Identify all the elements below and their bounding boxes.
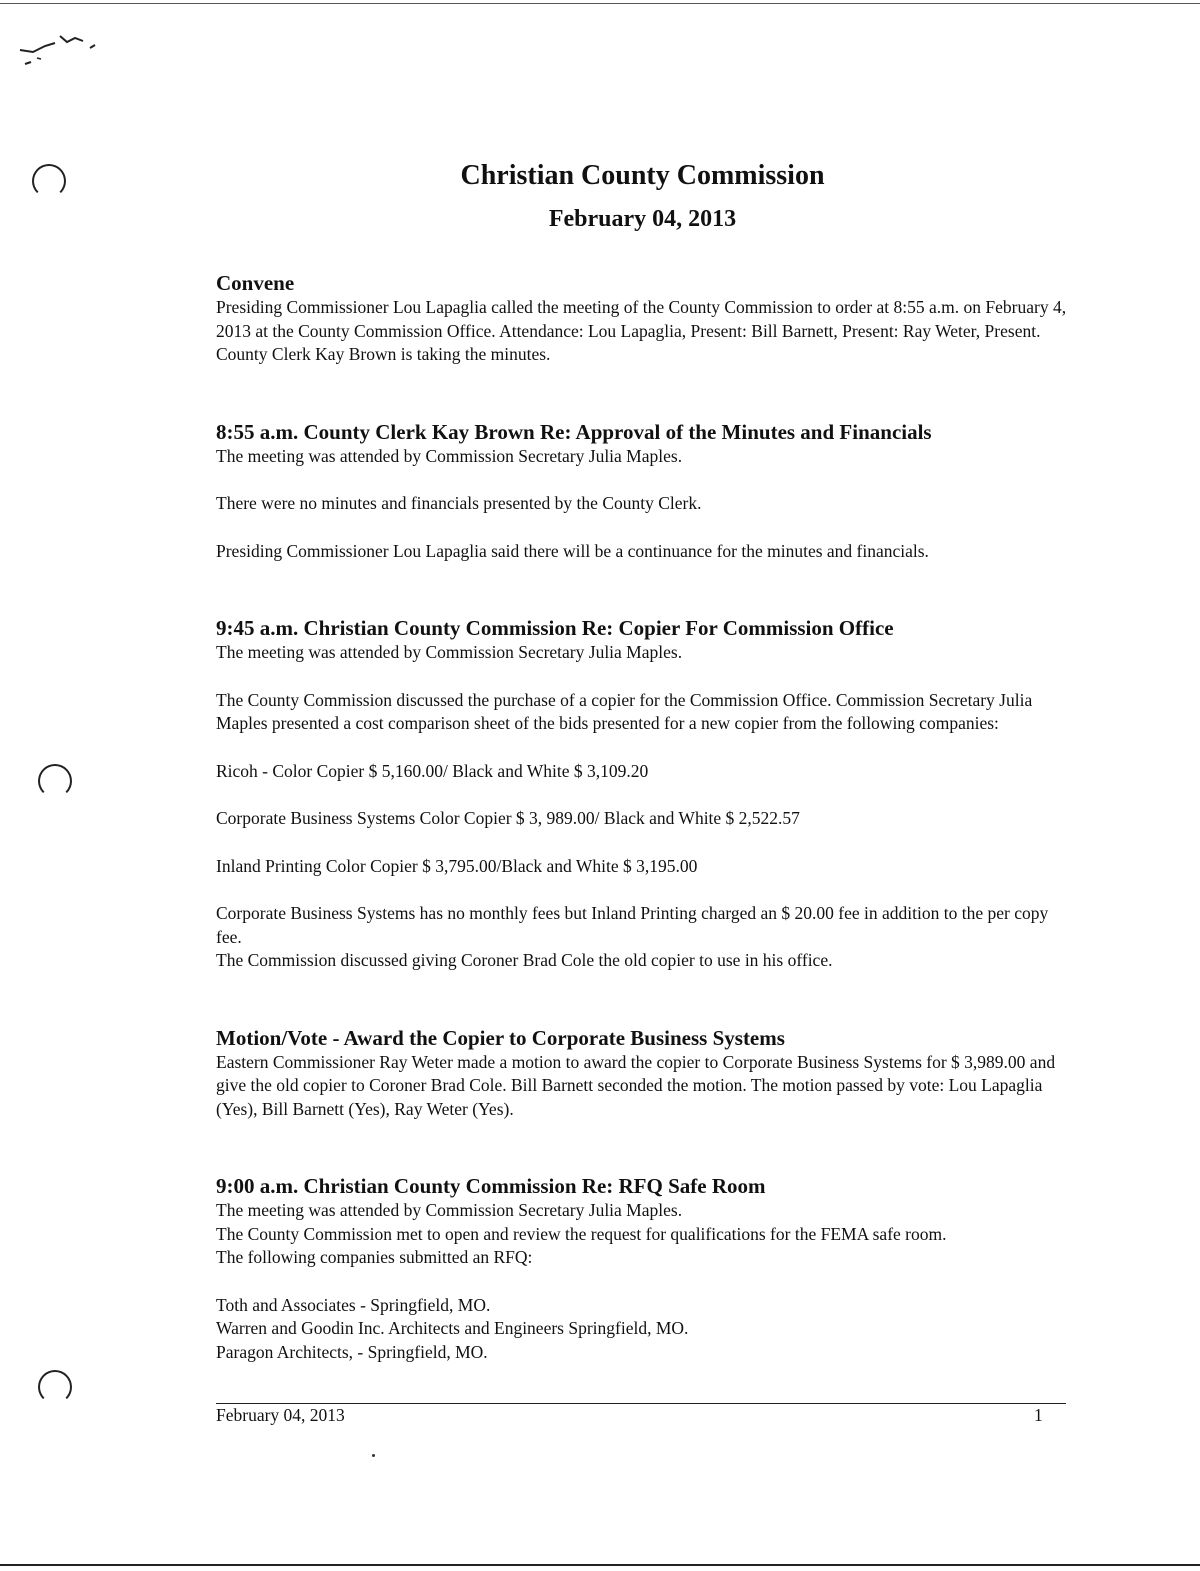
section-copier bbox=[216, 615, 1076, 973]
bid-item: Corporate Business Systems Color Copier $ 3, 989.00/ Black and White $ 2,522.57 bbox=[216, 808, 800, 828]
bid-item: Ricoh - Color Copier $ 5,160.00/ Black and White $ 3,109.20 bbox=[216, 760, 649, 781]
company-item: Paragon Architects, - Springfield, MO. bbox=[216, 1341, 488, 1362]
section-heading: Motion/Vote - Award the Copier to Corporate Business Systems bbox=[216, 1025, 785, 1050]
paragraph: The meeting was attended by Commission Secretary Julia Maples. bbox=[216, 445, 683, 466]
paragraph: The meeting was attended by Commission Secretary Julia Maples. bbox=[216, 1200, 683, 1220]
paragraph: The County Commission discussed the purchase of a copier for the Commission Office. Commission Secretary Julia Maples presented a cost comparison sheet of the bids presented for a new copier from the following companies: bbox=[216, 689, 1033, 733]
paragraph: Corporate Business Systems has no monthly fees but Inland Printing charged an $ 20.00 fee in addition to the per copy fee. bbox=[216, 903, 1049, 947]
footer-date: February 04, 2013 bbox=[216, 1405, 345, 1425]
section-rfq bbox=[216, 1173, 1076, 1364]
document-title: Christian County Commission bbox=[460, 160, 825, 191]
company-item: Toth and Associates - Springfield, MO. bbox=[216, 1294, 491, 1315]
paragraph: The meeting was attended by Commission Secretary Julia Maples. bbox=[216, 642, 683, 662]
paragraph: Presiding Commissioner Lou Lapaglia called the meeting of the County Commission to order at 8:55 a.m. on February 4, 2013 at the County Commission Office. Attendance: Lou Lapaglia, Present: Bill Barnett, Present: Ray Weter, Present. County Clerk Kay Brown is taking the minutes. bbox=[216, 297, 1067, 364]
section-heading: 9:00 a.m. Christian County Commission Re: RFQ Safe Room bbox=[216, 1174, 766, 1198]
section-motion bbox=[216, 1025, 1076, 1122]
scan-marks bbox=[15, 28, 110, 78]
paragraph: There were no minutes and financials presented by the County Clerk. bbox=[216, 493, 702, 513]
section-heading: 9:45 a.m. Christian County Commission Re: Copier For Commission Office bbox=[216, 616, 894, 640]
section-heading: Convene bbox=[216, 271, 295, 295]
section-minutes bbox=[216, 419, 1076, 564]
paragraph: The Commission discussed giving Coroner Brad Cole the old copier to use in his office. bbox=[216, 950, 833, 970]
document-body bbox=[216, 270, 1076, 1364]
section-heading: 8:55 a.m. County Clerk Kay Brown Re: Approval of the Minutes and Financials bbox=[216, 419, 932, 444]
paragraph: Eastern Commissioner Ray Weter made a motion to award the copier to Corporate Business Systems for $ 3,989.00 and give the old copier to Coroner Brad Cole. Bill Barnett seconded the motion. The motion passed by vote: Lou Lapaglia (Yes), Bill Barnett (Yes), Ray Weter (Yes). bbox=[216, 1051, 1056, 1119]
bid-item: Inland Printing Color Copier $ 3,795.00/Black and White $ 3,195.00 bbox=[216, 855, 698, 876]
punch-hole bbox=[38, 1370, 72, 1404]
section-convene bbox=[216, 270, 1076, 367]
scan-speck bbox=[372, 1454, 375, 1457]
paragraph: The following companies submitted an RFQ: bbox=[216, 1247, 533, 1267]
footer-rule bbox=[216, 1403, 1066, 1404]
scan-edge-top bbox=[0, 3, 1200, 4]
paragraph: Presiding Commissioner Lou Lapaglia said there will be a continuance for the minutes and financials. bbox=[216, 540, 929, 561]
company-item: Warren and Goodin Inc. Architects and Engineers Springfield, MO. bbox=[216, 1318, 689, 1338]
scan-edge-bottom bbox=[0, 1564, 1200, 1566]
punch-hole bbox=[38, 764, 72, 798]
document-date: February 04, 2013 bbox=[548, 206, 737, 232]
paragraph: The County Commission met to open and review the request for qualifications for the FEMA safe room. bbox=[216, 1223, 947, 1244]
page-number: 1 bbox=[1034, 1405, 1043, 1425]
